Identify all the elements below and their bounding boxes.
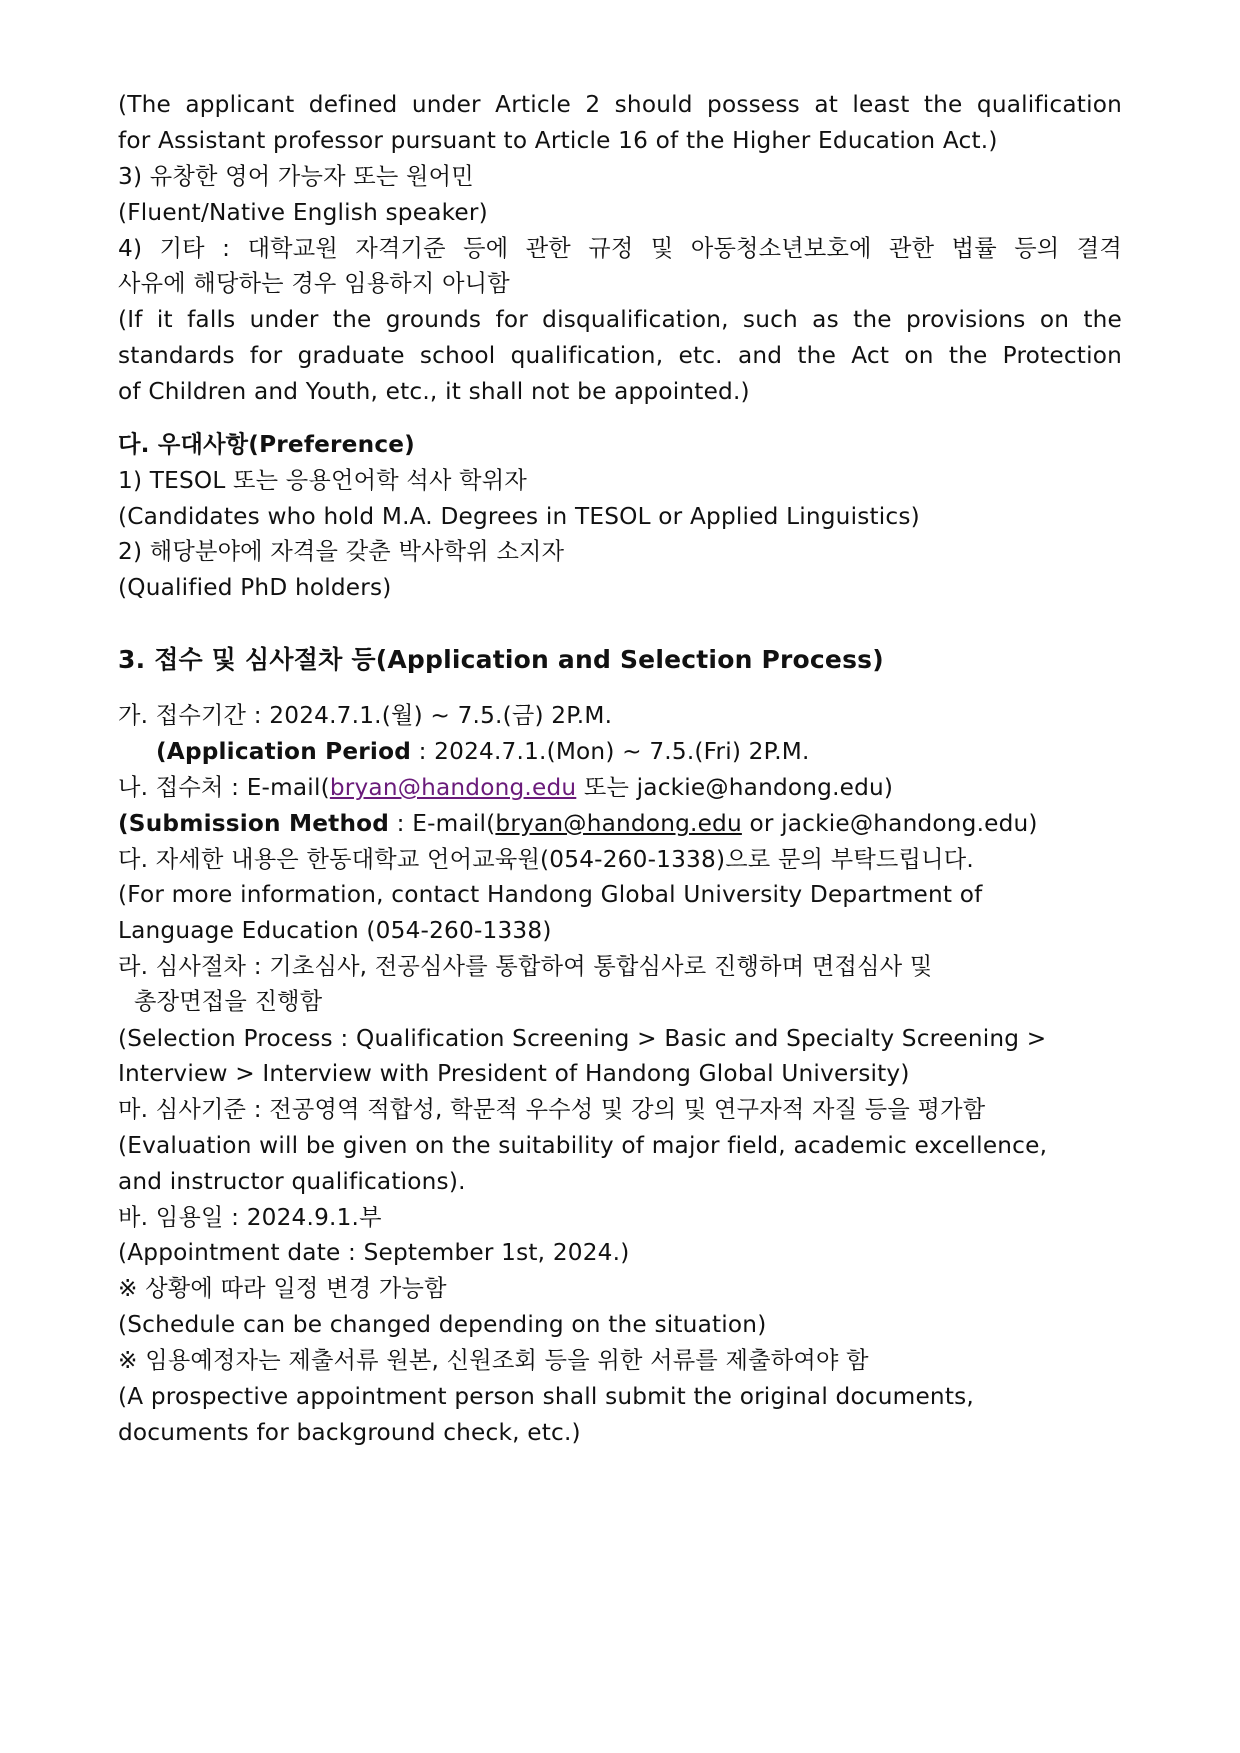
text-line: (Fluent/Native English speaker) [118,199,488,226]
text-line: (Evaluation will be given on the suitability of major field, academic excellence, [118,1132,1048,1159]
text-line: standards for graduate school qualification, etc. and the Act on the Protection [118,342,1122,369]
preference-heading: 다. 우대사항(Preference) [118,431,415,458]
section-heading: 3. 접수 및 심사절차 등(Application and Selection Process) [118,645,884,674]
text-line [118,773,893,803]
text-line [156,737,810,767]
text-line: of Children and Youth, etc., it shall not be appointed.) [118,378,750,405]
text-line: 2) 해당분야에 자격을 갖춘 박사학위 소지자 [118,538,565,565]
text-line: ※ 임용예정자는 제출서류 원본, 신원조회 등을 위한 서류를 제출하여야 함 [118,1347,869,1374]
text-line: (Qualified PhD holders) [118,574,392,601]
text-line: (For more information, contact Handong Global University Department of [118,881,983,908]
text-line: for Assistant professor pursuant to Article 16 of the Higher Education Act.) [118,127,998,154]
submit-label: (Submission Method [118,810,390,837]
submit-prefix: 나. 접수처 : E-mail( [118,774,330,801]
text-line: 바. 임용일 : 2024.9.1.부 [118,1204,382,1231]
text-line: (The applicant defined under Article 2 should possess at least the qualification [118,91,1122,118]
text-line: (Selection Process : Qualification Screening > Basic and Specialty Screening > [118,1025,1047,1052]
text-line [118,809,1038,839]
text-line: 총장면접을 진행함 [134,988,323,1015]
text-line: 3) 유창한 영어 가능자 또는 원어민 [118,163,474,190]
text-line: 다. 자세한 내용은 한동대학교 언어교육원(054-260-1338)으로 문의 부탁드립니다. [118,846,974,873]
text-line: (A prospective appointment person shall submit the original documents, [118,1383,974,1410]
text-line: 가. 접수기간 : 2024.7.1.(월) ~ 7.5.(금) 2P.M. [118,702,613,729]
text-line: 마. 심사기준 : 전공영역 적합성, 학문적 우수성 및 강의 및 연구자적 자질 등을 평가함 [118,1096,986,1123]
text-line: documents for background check, etc.) [118,1419,581,1446]
text-line: 사유에 해당하는 경우 임용하지 아니함 [118,270,510,297]
text-line: (Appointment date : September 1st, 2024.) [118,1239,630,1266]
text-line: Interview > Interview with President of Handong Global University) [118,1060,910,1087]
text-line: (Candidates who hold M.A. Degrees in TESOL or Applied Linguistics) [118,503,920,530]
period-label: (Application Period [156,738,412,765]
text-line: ※ 상황에 따라 일정 변경 가능함 [118,1275,447,1302]
text-line: and instructor qualifications). [118,1168,466,1195]
text-line: (Schedule can be changed depending on the situation) [118,1311,767,1338]
text-line: 4) 기타 : 대학교원 자격기준 등에 관한 규정 및 아동청소년보호에 관한 법률 등의 결격 [118,235,1122,262]
text-line: (If it falls under the grounds for disqualification, such as the provisions on the [118,306,1122,333]
text-line: 1) TESOL 또는 응용언어학 석사 학위자 [118,467,527,494]
submit-suffix: 또는 jackie@handong.edu) [576,774,894,801]
text-line: 라. 심사절차 : 기초심사, 전공심사를 통합하여 통합심사로 진행하며 면접심사 및 [118,953,933,980]
email-link[interactable]: bryan@handong.edu [329,774,577,801]
email-link[interactable]: bryan@handong.edu [495,810,742,837]
submit-prefix: : E-mail( [389,810,496,837]
submit-suffix: or jackie@handong.edu) [741,810,1038,837]
period-value: : 2024.7.1.(Mon) ~ 7.5.(Fri) 2P.M. [411,738,810,765]
text-line: Language Education (054-260-1338) [118,917,552,944]
